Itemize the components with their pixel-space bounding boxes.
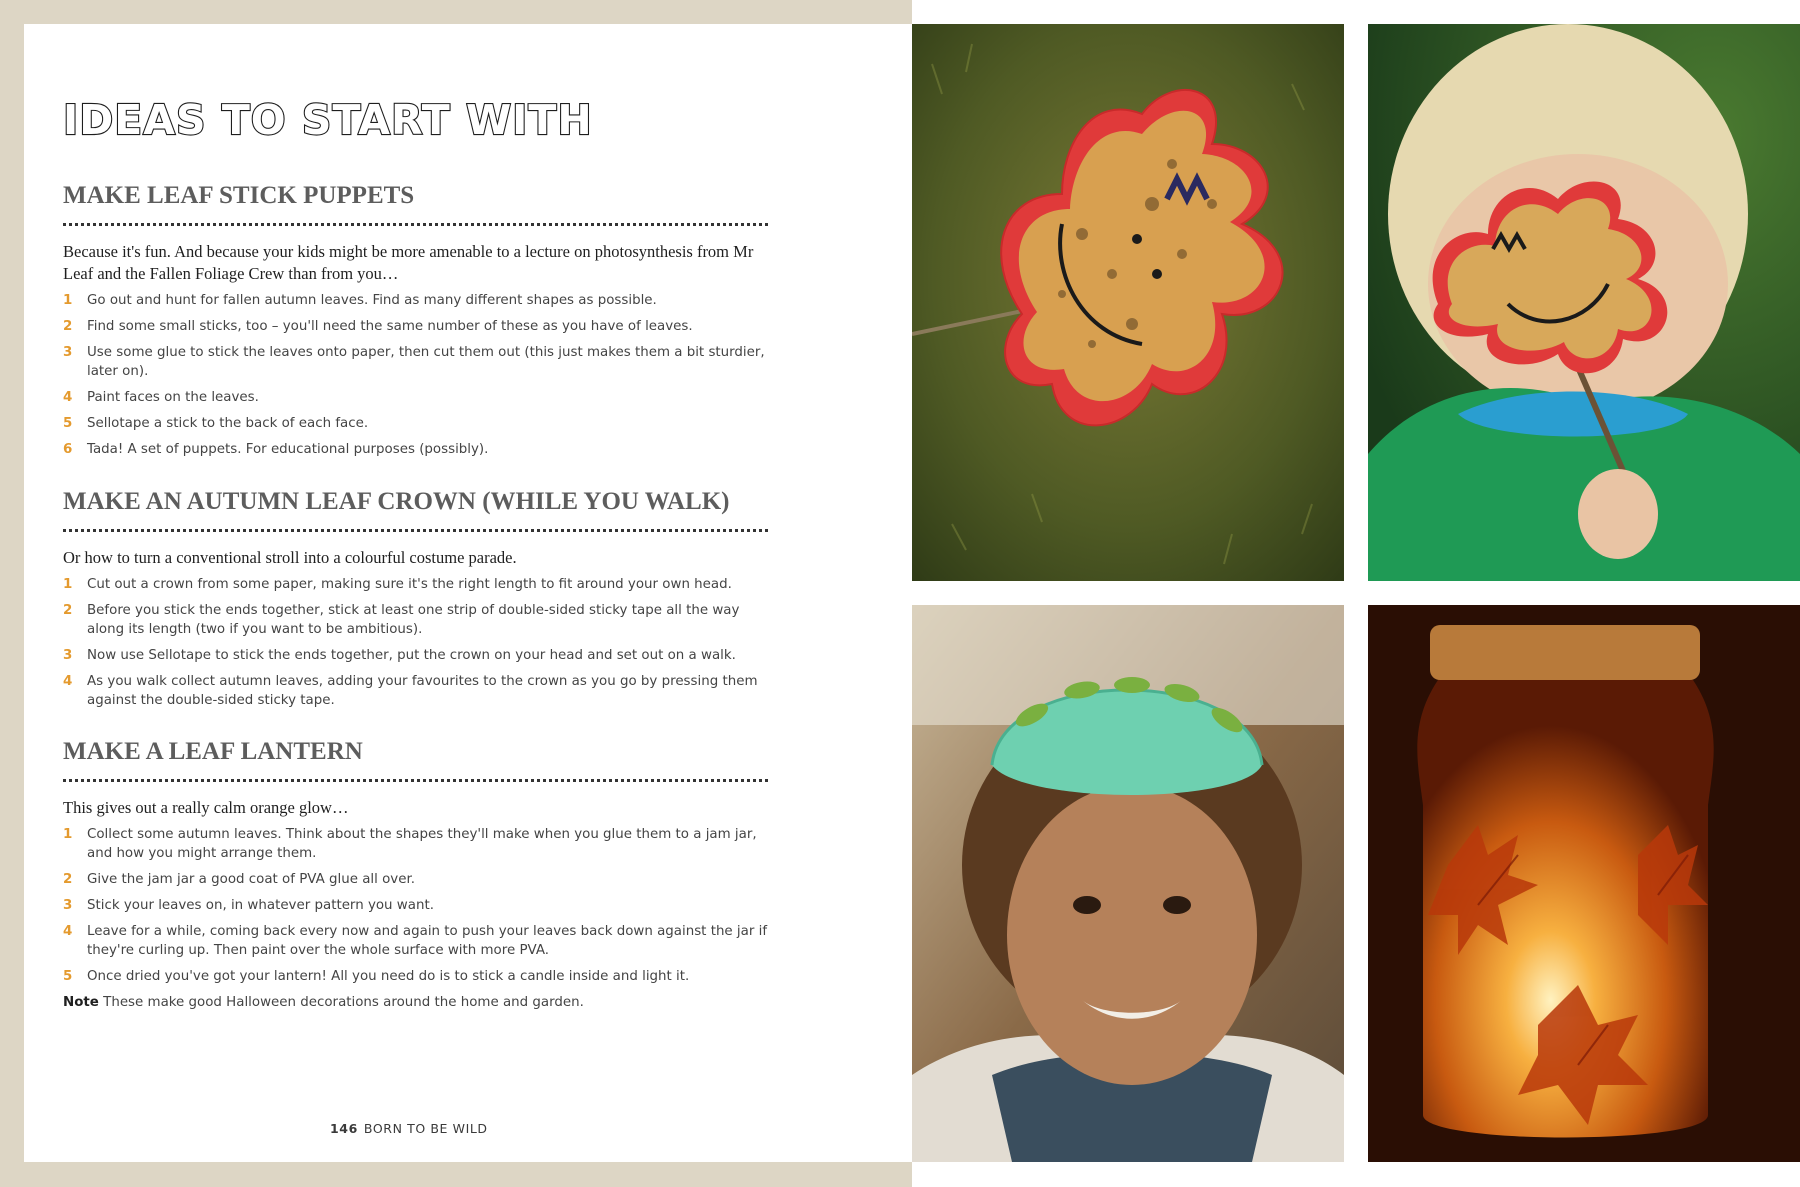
step-text: Tada! A set of puppets. For educational purposes (possibly). (87, 442, 489, 457)
step-text: Collect some autumn leaves. Think about the shapes they'll make when you glue them to a jam jar, and how you might arrange them. (87, 827, 757, 861)
photo-leaf-lantern-jar (1368, 605, 1800, 1162)
step-text: Leave for a while, coming back every now and again to push your leaves back down against the jar if they're curling up. Then paint over the whole surface with more PVA. (87, 924, 768, 958)
steps-list (63, 575, 768, 710)
section-intro: Or how to turn a conventional stroll into a colourful costume parade. (63, 548, 517, 567)
step-number: 1 (63, 293, 73, 308)
step-number: 1 (63, 827, 73, 842)
step-number: 4 (63, 924, 73, 939)
note-label: Note (63, 995, 99, 1010)
list-item (63, 672, 768, 710)
step-text: Find some small sticks, too – you'll need the same number of these as you have of leaves. (87, 319, 693, 334)
section-leaf-lantern (63, 737, 768, 1025)
page-footer (330, 1121, 488, 1136)
list-item (63, 291, 768, 310)
dotted-divider (63, 779, 768, 782)
note (63, 993, 768, 1012)
step-number: 3 (63, 345, 73, 360)
step-text: As you walk collect autumn leaves, adding your favourites to the crown as you go by pressing them against the double-sided sticky tape. (87, 674, 758, 708)
step-number: 2 (63, 603, 73, 618)
section-leaf-crown (63, 487, 768, 717)
book-title: BORN TO BE WILD (363, 1121, 488, 1136)
section-leaf-puppets (63, 181, 768, 466)
list-item (63, 870, 768, 889)
step-number: 1 (63, 577, 73, 592)
step-number: 6 (63, 442, 73, 457)
note-text: These make good Halloween decorations around the home and garden. (98, 995, 584, 1010)
photo-child-with-leaf-puppet (1368, 24, 1800, 581)
section-heading: MAKE A LEAF LANTERN (63, 738, 363, 765)
list-item (63, 967, 768, 986)
dotted-divider (63, 529, 768, 532)
step-number: 3 (63, 898, 73, 913)
dotted-divider (63, 223, 768, 226)
list-item (63, 922, 768, 960)
step-text: Once dried you've got your lantern! All you need do is to stick a candle inside and light it. (87, 969, 690, 984)
list-item (63, 343, 768, 381)
list-item (63, 414, 768, 433)
step-text: Paint faces on the leaves. (87, 390, 259, 405)
step-number: 2 (63, 872, 73, 887)
section-intro: Because it's fun. And because your kids might be more amenable to a lecture on photosynthesis from Mr Leaf and the Fallen Foliage Crew than from you… (63, 242, 754, 283)
list-item (63, 601, 768, 639)
step-text: Now use Sellotape to stick the ends together, put the crown on your head and set out on a walk. (87, 648, 736, 663)
list-item (63, 646, 768, 665)
page-number: 146 (330, 1121, 358, 1136)
step-text: Before you stick the ends together, stick at least one strip of double-sided sticky tape all the way along its length (two if you want to be ambitious). (87, 603, 740, 637)
step-text: Give the jam jar a good coat of PVA glue all over. (87, 872, 415, 887)
step-text: Use some glue to stick the leaves onto paper, then cut them out (this just makes them a bit sturdier, later on). (87, 345, 765, 379)
step-number: 3 (63, 648, 73, 663)
step-number: 4 (63, 390, 73, 405)
page-title: IDEAS TO START WITH (63, 96, 593, 144)
step-text: Go out and hunt for fallen autumn leaves. Find as many different shapes as possible. (87, 293, 657, 308)
step-text: Stick your leaves on, in whatever pattern you want. (87, 898, 434, 913)
list-item (63, 896, 768, 915)
photo-child-with-leaf-crown (912, 605, 1344, 1162)
section-heading: MAKE AN AUTUMN LEAF CROWN (WHILE YOU WALK) (63, 488, 730, 515)
list-item (63, 440, 768, 459)
list-item (63, 388, 768, 407)
section-intro: This gives out a really calm orange glow… (63, 798, 349, 817)
section-heading: MAKE LEAF STICK PUPPETS (63, 182, 415, 209)
step-number: 4 (63, 674, 73, 689)
list-item (63, 825, 768, 863)
list-item (63, 317, 768, 336)
steps-list (63, 825, 768, 986)
step-text: Cut out a crown from some paper, making sure it's the right length to fit around your own head. (87, 577, 732, 592)
step-text: Sellotape a stick to the back of each face. (87, 416, 369, 431)
list-item (63, 575, 768, 594)
steps-list (63, 291, 768, 459)
step-number: 2 (63, 319, 73, 334)
photo-leaf-puppet-on-moss (912, 24, 1344, 581)
step-number: 5 (63, 969, 73, 984)
step-number: 5 (63, 416, 73, 431)
